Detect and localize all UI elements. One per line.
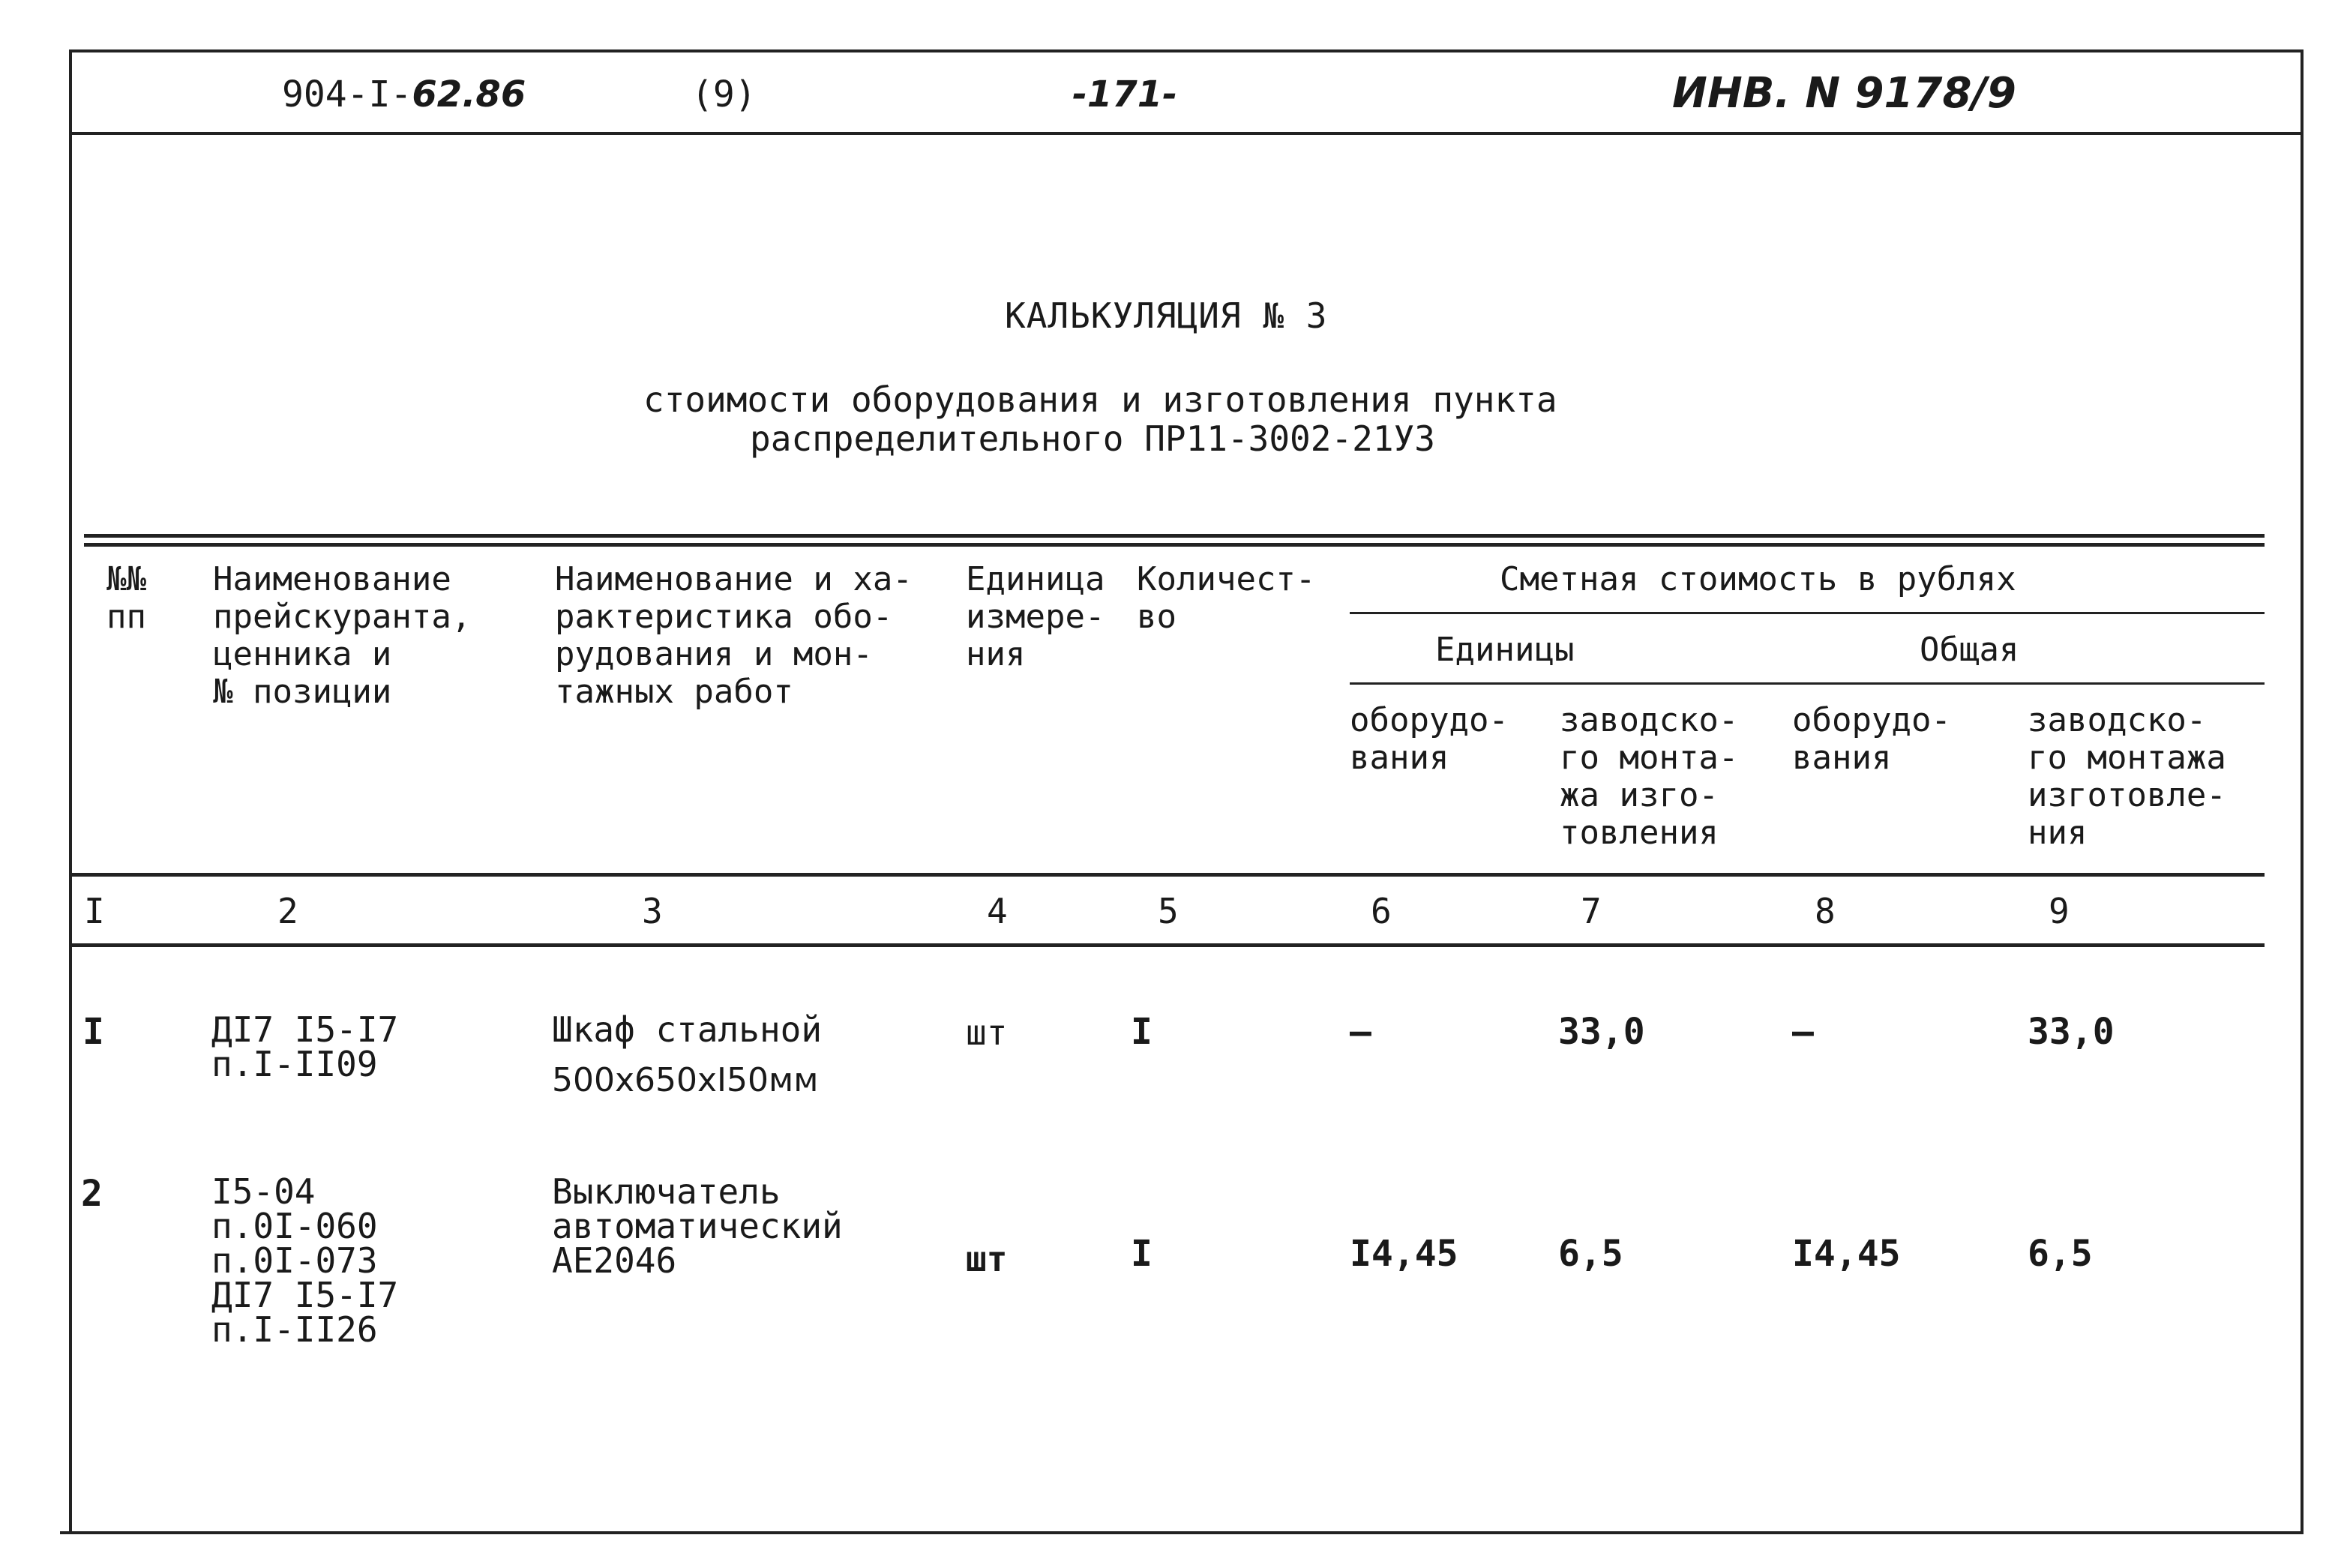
col-number-1: I [84,891,105,931]
frame-bottom-border [60,1531,2304,1534]
table-top-rule [84,534,2265,538]
row-2-total-mounting: 6,5 [2028,1233,2093,1275]
header-estimated-cost: Сметная стоимость в рублях [1500,560,2016,598]
row-2-quantity: I [1131,1233,1153,1275]
header-total: Общая [1920,631,2019,669]
table-top-rule-2 [84,543,2265,547]
document-code: 904-I-62.86 [282,73,526,115]
column-number-rule-bottom [72,943,2265,947]
row-1-unit-equipment: – [1350,1011,1371,1053]
header-group-rule [1350,612,2265,614]
header-unit: Единица измере- ния [966,560,1105,673]
frame-left-border [69,49,72,1534]
header-subgroup-rule [1350,682,2265,685]
row-1-number: I [82,1011,104,1053]
header-per-unit: Единицы [1435,631,1575,669]
column-number-rule-top [72,873,2265,877]
header-total-equipment: оборудо- вания [1792,701,1951,777]
header-pricelist: Наименование прейскуранта, ценника и № позиции [213,560,472,711]
subtitle-line-2: распределительного ПР11-3002-21У3 [750,418,1435,459]
header-total-mounting: заводско- го монтажа изготовле- ния [2028,701,2226,852]
header-number: №№ пп [106,560,146,636]
row-1-unit: шт [966,1012,1008,1053]
col-number-2: 2 [277,891,298,931]
header-unit-equipment: оборудо- вания [1350,701,1509,777]
row-1-quantity: I [1131,1011,1153,1053]
document-title: КАЛЬКУЛЯЦИЯ № 3 [1005,295,1328,336]
row-1-unit-mounting: 33,0 [1558,1011,1645,1053]
row-1-pricelist: ДI7 I5-I7 п.I-II09 [211,1009,399,1084]
col-number-8: 8 [1815,891,1836,931]
row-1-dimensions: 500х650хI50мм [552,1061,819,1099]
row-2-unit: шт [966,1239,1008,1279]
row-2-pricelist: I5-04 п.0I-060 п.0I-073 ДI7 I5-I7 п.I-II26 [211,1171,399,1350]
col-number-7: 7 [1581,891,1602,931]
header-unit-mounting: заводско- го монта- жа изго- товления [1560,701,1739,852]
row-1-total-equipment: – [1792,1011,1814,1053]
col-number-9: 9 [2049,891,2070,931]
col-number-4: 4 [987,891,1008,931]
header-divider [72,132,2301,135]
header-description: Наименование и ха- рактеристика обо- рудования и мон- тажных работ [555,560,913,711]
subtitle-line-1: стоимости оборудования и изготовления пункта [643,379,1557,420]
frame-top-border [69,49,2304,52]
row-1-total-mounting: 33,0 [2028,1011,2115,1053]
col-number-5: 5 [1158,891,1179,931]
sheet-number: (9) [691,73,757,115]
frame-right-border [2301,49,2304,1534]
page-number: -171- [1072,73,1178,115]
col-number-3: 3 [642,891,663,931]
inventory-number: ИНВ. N 9178/9 [1672,69,2016,118]
row-1-description: Шкаф стальной [552,1009,823,1050]
row-2-number: 2 [81,1173,103,1215]
header-quantity: Количест- во [1137,560,1316,636]
row-2-total-equipment: I4,45 [1792,1233,1901,1275]
row-2-description: Выключатель автоматический АЕ2046 [552,1171,843,1281]
row-2-unit-equipment: I4,45 [1350,1233,1458,1275]
row-2-unit-mounting: 6,5 [1558,1233,1623,1275]
col-number-6: 6 [1371,891,1392,931]
